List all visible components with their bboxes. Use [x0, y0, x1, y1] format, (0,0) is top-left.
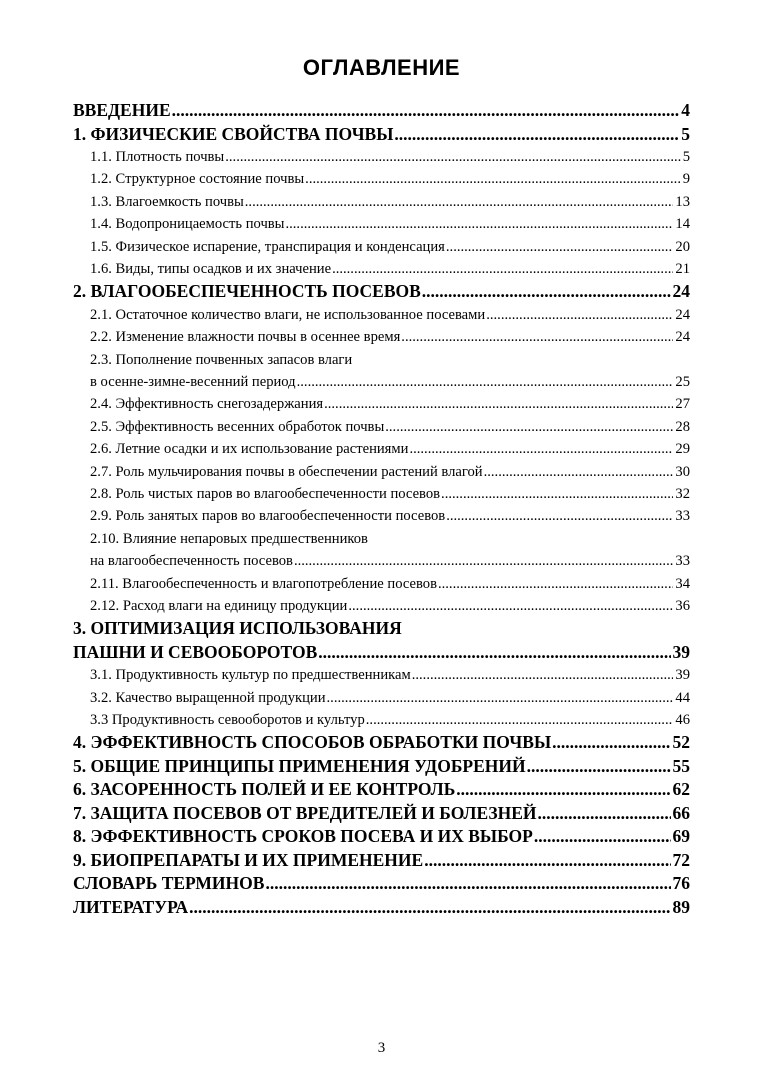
toc-entry-1-5[interactable]	[73, 236, 690, 258]
toc-entry-page: 62	[672, 779, 690, 800]
toc-entry-glossary[interactable]	[73, 872, 690, 896]
toc-leader-dots	[527, 755, 671, 779]
toc-entry-section-3-line1[interactable]: 3. ОПТИМИЗАЦИЯ ИСПОЛЬЗОВАНИЯ	[73, 618, 402, 639]
toc-entry-title: 1.1. Плотность почвы	[90, 149, 225, 165]
toc-entry-title: 3.1. Продуктивность культур по предшественникам	[90, 667, 411, 684]
toc-entry-2-6[interactable]	[73, 438, 690, 460]
toc-leader-dots	[348, 595, 673, 617]
toc-entry-page: 27	[675, 396, 690, 413]
toc-entry-page: 29	[675, 441, 690, 458]
toc-leader-dots	[327, 687, 674, 709]
toc-leader-dots	[534, 825, 671, 849]
toc-entry-page: 39	[675, 667, 690, 684]
toc-entry-2-8[interactable]	[73, 483, 690, 505]
toc-entry-page: 14	[675, 216, 690, 233]
toc-leader-dots	[552, 731, 670, 755]
toc-entry-page: 5	[681, 123, 690, 144]
toc-leader-dots	[438, 573, 673, 595]
toc-entry-page: 30	[675, 463, 690, 480]
toc-entry-page: 20	[675, 238, 690, 255]
toc-entry-section-3[interactable]	[73, 641, 690, 665]
toc-entry-title: ВВЕДЕНИЕ	[73, 100, 171, 120]
toc-entry-1-3[interactable]	[73, 191, 690, 213]
toc-leader-dots	[285, 213, 673, 235]
toc-entry-title: ПАШНИ И СЕВООБОРОТОВ	[73, 641, 318, 662]
toc-entry-title: 2.8. Роль чистых паров во влагообеспеченности посевов	[90, 485, 441, 502]
toc-entry-2-10-line1[interactable]: 2.10. Влияние непаровых предшественников	[90, 530, 368, 547]
toc-entry-1-1[interactable]	[73, 146, 690, 168]
toc-entry-page: 32	[675, 485, 690, 502]
page-number: 3	[377, 1040, 386, 1056]
toc-leader-dots	[305, 168, 681, 190]
toc-leader-dots	[332, 258, 673, 280]
toc-leader-dots	[172, 99, 680, 123]
toc-leader-dots	[318, 641, 670, 665]
toc-entry-title: на влагообеспеченность посевов	[90, 553, 293, 570]
toc-entry-section-8[interactable]	[73, 825, 690, 849]
toc-entry-title: 1.4. Водопроницаемость почвы	[90, 216, 285, 233]
toc-leader-dots	[538, 802, 671, 826]
toc-leader-dots	[324, 393, 673, 415]
toc-leader-dots	[424, 849, 670, 873]
toc-entry-page: 28	[675, 418, 690, 435]
toc-entry-page: 52	[672, 732, 690, 753]
toc-leader-dots	[441, 483, 673, 505]
toc-entry-2-2[interactable]	[73, 326, 690, 348]
toc-leader-dots	[366, 709, 674, 731]
toc-leader-dots	[456, 778, 670, 802]
toc-entry-title: 2.6. Летние осадки и их использование растениями	[90, 441, 409, 458]
toc-entry-page: 24	[675, 329, 690, 346]
toc-entry-page: 36	[675, 597, 690, 614]
toc-entry-2-3-line1[interactable]: 2.3. Пополнение почвенных запасов влаги	[90, 351, 353, 368]
toc-entry-2-12[interactable]	[73, 595, 690, 617]
table-of-contents	[73, 99, 690, 919]
toc-entry-page: 33	[675, 508, 690, 525]
toc-entry-page: 24	[675, 306, 690, 323]
toc-entry-1-6[interactable]	[73, 258, 690, 280]
toc-entry-section-5[interactable]	[73, 755, 690, 779]
toc-leader-dots	[385, 416, 673, 438]
toc-entry-title: 2.9. Роль занятых паров во влагообеспеченности посевов	[90, 508, 446, 525]
toc-entry-2-11[interactable]	[73, 573, 690, 595]
toc-entry-title: 2.4. Эффективность снегозадержания	[90, 396, 324, 413]
toc-entry-title: 4. ЭФФЕКТИВНОСТЬ СПОСОБОВ ОБРАБОТКИ ПОЧВЫ	[73, 732, 552, 753]
toc-leader-dots	[225, 146, 680, 168]
toc-entry-page: 25	[675, 374, 690, 391]
toc-leader-dots	[265, 872, 670, 896]
toc-entry-page: 33	[675, 553, 690, 570]
toc-entry-page: 69	[672, 826, 690, 847]
toc-entry-page: 5	[682, 149, 690, 165]
toc-entry-page: 46	[675, 712, 690, 729]
toc-entry-3-2[interactable]	[73, 687, 690, 709]
toc-entry-page: 89	[672, 896, 690, 917]
toc-entry-page: 72	[672, 849, 690, 870]
toc-leader-dots	[189, 896, 670, 920]
toc-entry-title: 2.5. Эффективность весенних обработок почвы	[90, 418, 385, 435]
toc-entry-introduction[interactable]	[73, 99, 690, 123]
toc-entry-title: 3.3 Продуктивность севооборотов и культур	[90, 712, 365, 729]
toc-entry-title: 1.2. Структурное состояние почвы	[90, 171, 305, 188]
toc-entry-title: 2.11. Влагообеспеченность и влагопотребление посевов	[90, 575, 437, 592]
toc-entry-page: 21	[675, 260, 690, 277]
toc-entry-title: СЛОВАРЬ ТЕРМИНОВ	[73, 873, 265, 894]
toc-leader-dots	[409, 438, 673, 460]
toc-entry-2-3[interactable]	[73, 371, 690, 393]
toc-entry-section-9[interactable]	[73, 849, 690, 873]
toc-entry-literature[interactable]	[73, 896, 690, 920]
toc-leader-dots	[297, 371, 674, 393]
toc-entry-title: в осенне-зимне-весенний период	[90, 374, 296, 391]
toc-entry-3-1[interactable]	[73, 664, 690, 686]
toc-leader-dots	[486, 304, 673, 326]
toc-entry-page: 4	[681, 100, 690, 120]
toc-entry-title: 1.6. Виды, типы осадков и их значение	[90, 260, 332, 277]
toc-entry-title: 2.1. Остаточное количество влаги, не использованное посевами	[90, 306, 486, 323]
toc-entry-page: 66	[672, 802, 690, 823]
toc-entry-section-4[interactable]	[73, 731, 690, 755]
toc-entry-title: 2.12. Расход влаги на единицу продукции	[90, 597, 348, 614]
toc-entry-title: 1.3. Влагоемкость почвы	[90, 193, 244, 210]
toc-entry-section-6[interactable]	[73, 778, 690, 802]
toc-entry-page: 34	[675, 575, 690, 592]
toc-leader-dots	[245, 191, 674, 213]
toc-leader-dots	[446, 236, 674, 258]
toc-entry-title: 1. ФИЗИЧЕСКИЕ СВОЙСТВА ПОЧВЫ	[73, 123, 394, 144]
toc-entry-title: 2.2. Изменение влажности почвы в осеннее время	[90, 329, 401, 346]
toc-leader-dots	[412, 664, 674, 686]
toc-leader-dots	[446, 505, 673, 527]
toc-entry-title: 8. ЭФФЕКТИВНОСТЬ СРОКОВ ПОСЕВА И ИХ ВЫБОР	[73, 826, 533, 847]
toc-entry-1-4[interactable]	[73, 213, 690, 235]
toc-leader-dots	[422, 280, 671, 304]
toc-entry-2-1[interactable]	[73, 304, 690, 326]
toc-entry-title: ЛИТЕРАТУРА	[73, 896, 189, 917]
toc-entry-2-7[interactable]	[73, 461, 690, 483]
toc-entry-title: 7. ЗАЩИТА ПОСЕВОВ ОТ ВРЕДИТЕЛЕЙ И БОЛЕЗНЕЙ	[73, 802, 537, 823]
toc-entry-2-4[interactable]	[73, 393, 690, 415]
toc-entry-title: 9. БИОПРЕПАРАТЫ И ИХ ПРИМЕНЕНИЕ	[73, 849, 424, 870]
toc-entry-title: 6. ЗАСОРЕННОСТЬ ПОЛЕЙ И ЕЕ КОНТРОЛЬ	[73, 779, 456, 800]
toc-entry-page: 55	[672, 755, 690, 776]
toc-entry-title: 1.5. Физическое испарение, транспирация и конденсация	[90, 238, 445, 255]
toc-entry-title: 2. ВЛАГООБЕСПЕЧЕННОСТЬ ПОСЕВОВ	[73, 281, 421, 302]
page-title: ОГЛАВЛЕНИЕ	[302, 55, 461, 80]
toc-entry-title: 2.7. Роль мульчирования почвы в обеспечении растений влагой	[90, 463, 483, 480]
toc-leader-dots	[484, 461, 674, 483]
toc-entry-page: 76	[672, 873, 690, 894]
toc-entry-1-2[interactable]	[73, 168, 690, 190]
toc-entry-page: 24	[672, 281, 690, 302]
toc-entry-page: 9	[682, 171, 690, 188]
toc-entry-title: 5. ОБЩИЕ ПРИНЦИПЫ ПРИМЕНЕНИЯ УДОБРЕНИЙ	[73, 755, 526, 776]
toc-entry-page: 39	[672, 641, 690, 662]
toc-leader-dots	[294, 550, 673, 572]
toc-entry-3-3[interactable]	[73, 709, 690, 731]
toc-entry-section-7[interactable]	[73, 802, 690, 826]
toc-entry-2-9[interactable]	[73, 505, 690, 527]
toc-leader-dots	[394, 123, 679, 147]
toc-entry-section-2[interactable]	[73, 280, 690, 304]
toc-entry-page: 13	[675, 193, 690, 210]
toc-entry-section-1[interactable]	[73, 123, 690, 147]
toc-leader-dots	[401, 326, 673, 348]
toc-entry-title: 3.2. Качество выращенной продукции	[90, 689, 326, 706]
toc-entry-page: 44	[675, 689, 690, 706]
toc-entry-2-5[interactable]	[73, 416, 690, 438]
toc-entry-2-10[interactable]	[73, 550, 690, 572]
